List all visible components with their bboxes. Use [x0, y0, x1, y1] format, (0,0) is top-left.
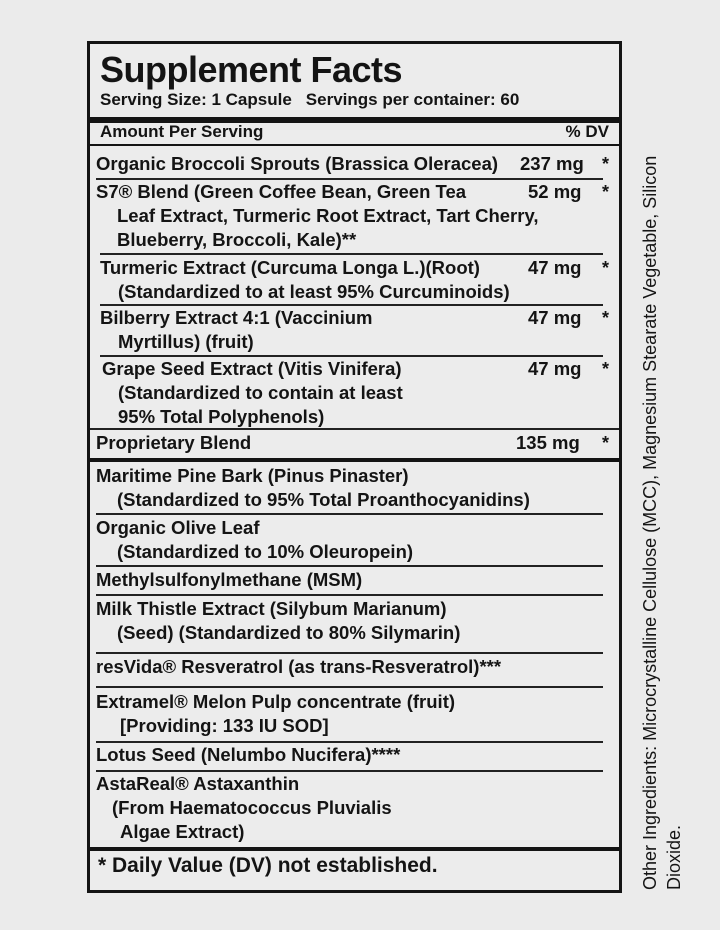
blend-item	[96, 655, 501, 679]
supplement-facts-panel	[87, 41, 622, 893]
ingredient-detail: (Standardized to at least 95% Curcuminoids)	[118, 281, 510, 302]
blend-item	[96, 516, 413, 564]
blend-item-name: Lotus Seed (Nelumbo Nucifera)****	[96, 744, 401, 765]
blend-item-name: Maritime Pine Bark (Pinus Pinaster)	[96, 465, 409, 486]
ingredient-amount: 52 mg	[528, 181, 582, 202]
ingredient-name: S7® Blend (Green Coffee Bean, Green Tea	[96, 181, 467, 202]
blend-item-detail: (From Haematococcus Pluvialis	[112, 797, 392, 818]
ingredient-amount: 47 mg	[528, 358, 582, 379]
dv-header: % DV	[565, 122, 609, 141]
ingredient-detail: Blueberry, Broccoli, Kale)**	[117, 229, 357, 250]
ingredient-name: Grape Seed Extract (Vitis Vinifera)	[102, 358, 402, 379]
dv-mark: *	[601, 154, 609, 174]
dv-mark: *	[601, 308, 609, 328]
row-divider	[96, 652, 603, 654]
dv-mark: *	[601, 433, 609, 453]
blend-item-detail: (Seed) (Standardized to 80% Silymarin)	[117, 622, 461, 643]
blend-item-name: Methylsulfonylmethane (MSM)	[96, 569, 363, 590]
ingredient-name: Bilberry Extract 4:1 (Vaccinium	[100, 307, 373, 328]
dv-mark: *	[601, 359, 609, 379]
serving-info	[100, 90, 519, 110]
ingredient-row	[100, 306, 372, 354]
servings-per-container: Servings per container: 60	[305, 90, 520, 109]
ingredient-row	[102, 357, 403, 429]
dv-footnote: * Daily Value (DV) not established.	[98, 854, 438, 877]
ingredient-amount: 47 mg	[528, 307, 582, 328]
blend-item-name: Milk Thistle Extract (Silybum Marianum)	[96, 598, 447, 619]
row-divider	[96, 565, 603, 567]
ingredient-amount: 47 mg	[528, 257, 582, 278]
blend-item-detail: Algae Extract)	[120, 821, 245, 842]
ingredient-amount: 237 mg	[520, 153, 584, 174]
ingredient-detail: Myrtillus) (fruit)	[118, 331, 254, 352]
other-ingredients: Other Ingredients: Microcrystalline Cellulose (MCC), Magnesium Stearate Vegetable, Silicon Dioxide.	[640, 155, 684, 890]
serving-size: Serving Size: 1 Capsule	[100, 90, 292, 109]
blend-item	[96, 772, 392, 844]
blend-item	[96, 568, 362, 592]
dv-mark: *	[601, 258, 609, 278]
row-divider	[100, 253, 603, 255]
panel-title: Supplement Facts	[100, 49, 403, 90]
blend-item-name: Extramel® Melon Pulp concentrate (fruit)	[96, 691, 456, 712]
ingredient-row	[100, 256, 510, 304]
blend-item	[96, 464, 530, 512]
ingredient-name: Turmeric Extract (Curcuma Longa L.)(Root)	[100, 257, 480, 278]
row-divider	[96, 513, 603, 515]
thick-divider-blend	[90, 458, 619, 462]
ingredient-row	[96, 180, 539, 252]
blend-item-name: Organic Olive Leaf	[96, 517, 260, 538]
blend-item	[96, 743, 400, 767]
header-divider	[90, 144, 619, 146]
row-divider	[96, 594, 603, 596]
proprietary-blend-label: Proprietary Blend	[96, 432, 252, 453]
row-divider	[90, 428, 619, 430]
ingredient-row	[96, 152, 498, 176]
ingredient-name: Organic Broccoli Sprouts (Brassica Oleracea)	[96, 153, 499, 174]
thick-divider-bottom	[90, 847, 619, 851]
amount-per-serving-header: Amount Per Serving	[100, 122, 264, 141]
ingredient-detail: (Standardized to contain at least	[118, 382, 403, 403]
proprietary-blend-amount: 135 mg	[516, 432, 580, 453]
blend-item-name: AstaReal® Astaxanthin	[96, 773, 300, 794]
dv-mark: *	[601, 182, 609, 202]
blend-item	[96, 690, 455, 738]
ingredient-detail: Leaf Extract, Turmeric Root Extract, Tart Cherry,	[117, 205, 539, 226]
blend-item	[96, 597, 460, 645]
blend-item-detail: (Standardized to 95% Total Proanthocyanidins)	[117, 489, 530, 510]
ingredient-detail: 95% Total Polyphenols)	[118, 406, 325, 427]
blend-item-name: resVida® Resveratrol (as trans-Resveratrol)***	[96, 656, 502, 677]
blend-item-detail: (Standardized to 10% Oleuropein)	[117, 541, 414, 562]
blend-item-detail: [Providing: 133 IU SOD]	[120, 715, 329, 736]
row-divider	[96, 686, 603, 688]
